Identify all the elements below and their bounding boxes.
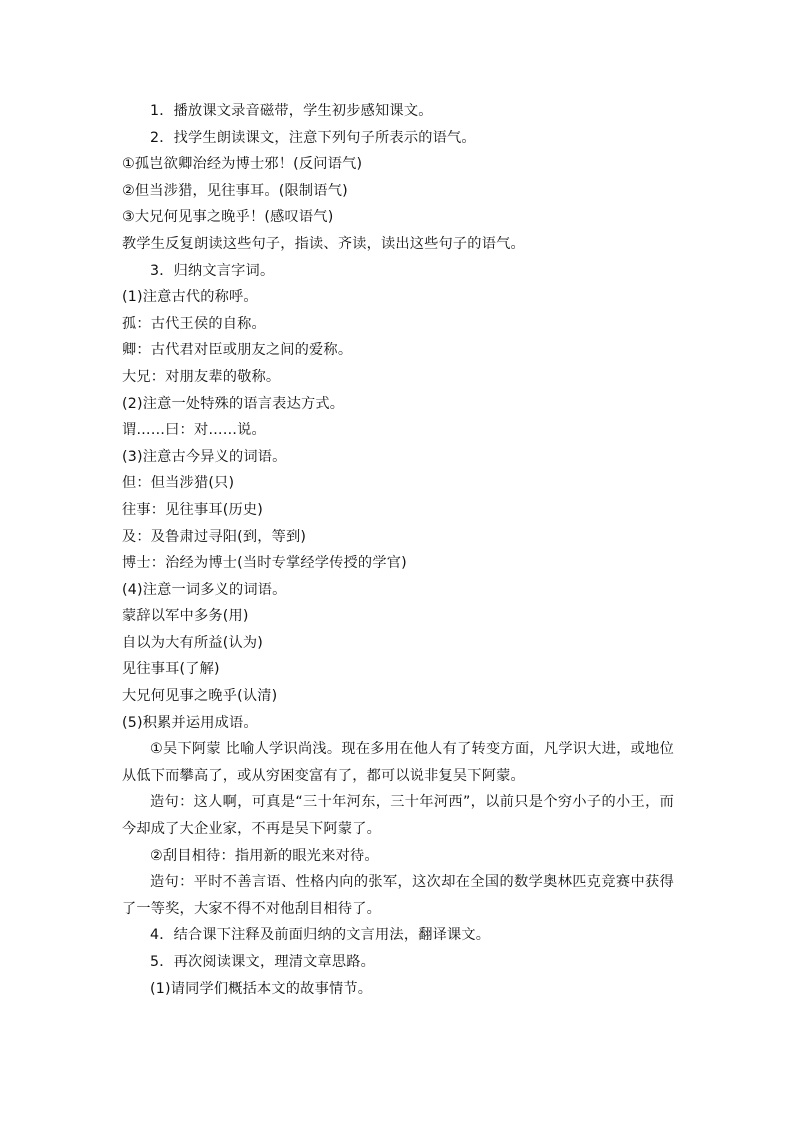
term-ji: 及：及鲁肃过寻阳(到，等到) [122,528,307,545]
section-1-heading: (1)注意古代的称呼。 [122,289,258,306]
polysemy-example-4: 大兄何见事之晚乎(认清) [122,688,278,705]
idiom-explanation-1: ①吴下阿蒙 比喻人学识尚浅。现在多用在他人有了转变方面，凡学识大进，或地位从低下而攀高了，或从穷困变富有了，都可以说非复吴下阿蒙。 [122,741,674,784]
term-wangshi: 往事：见往事耳(历史) [122,501,263,518]
term-gu: 孤：古代王侯的自称。 [122,315,266,332]
section-2-heading: (2)注意一处特殊的语言表达方式。 [122,395,345,412]
idiom-example-sentence-2: 造句：平时不善言语、性格内向的张军，这次却在全国的数学奥林匹克竞赛中获得了一等奖，大家不得不对他刮目相待了。 [122,874,674,917]
term-daxiong: 大兄：对朋友辈的敬称。 [122,368,281,385]
tone-example-2: ②但当涉猎，见往事耳。(限制语气) [122,182,348,199]
polysemy-example-3: 见往事耳(了解) [122,661,220,678]
reading-instruction: 教学生反复朗读这些句子，指读、齐读，读出这些句子的语气。 [122,235,525,252]
polysemy-example-2: 自以为大有所益(认为) [122,634,263,651]
section-3-heading: (3)注意古今异义的词语。 [122,448,287,465]
term-dan: 但：但当涉猎(只) [122,475,235,492]
idiom-example-sentence-1: 造句：这人啊，可真是“三十年河东，三十年河西”，以前只是个穷小子的小王，而今却成了大企业家，不再是吴下阿蒙了。 [122,794,674,838]
polysemy-example-1: 蒙辞以军中多务(用) [122,608,249,625]
document-body [122,98,674,1002]
idiom-explanation-2: ②刮目相待：指用新的眼光来对待。 [150,847,379,864]
step-1-line: 1．播放课文录音磁带，学生初步感知课文。 [150,103,433,119]
term-qing: 卿：古代君对臣或朋友之间的爱称。 [122,342,353,359]
tone-example-1: ①孤岂欲卿治经为博士邪！(反问语气) [122,156,363,173]
term-boshi: 博士：治经为博士(当时专掌经学传授的学官) [122,555,407,572]
step-4-line: 4．结合课下注释及前面归纳的文言用法，翻译课文。 [150,927,491,944]
section-5-heading: (5)积累并运用成语。 [122,714,258,731]
section-4-heading: (4)注意一词多义的词语。 [122,581,287,598]
story-summary-prompt: (1)请同学们概括本文的故事情节。 [150,980,373,997]
step-2-line: 2．找学生朗读课文，注意下列句子所表示的语气。 [150,129,476,146]
step-3-line: 3．归纳文言字词。 [150,262,275,279]
tone-example-3: ③大兄何见事之晚乎！(感叹语气) [122,209,334,226]
term-weiyue: 谓……曰：对……说。 [122,422,266,439]
step-5-line: 5．再次阅读课文，理清文章思路。 [150,954,376,970]
